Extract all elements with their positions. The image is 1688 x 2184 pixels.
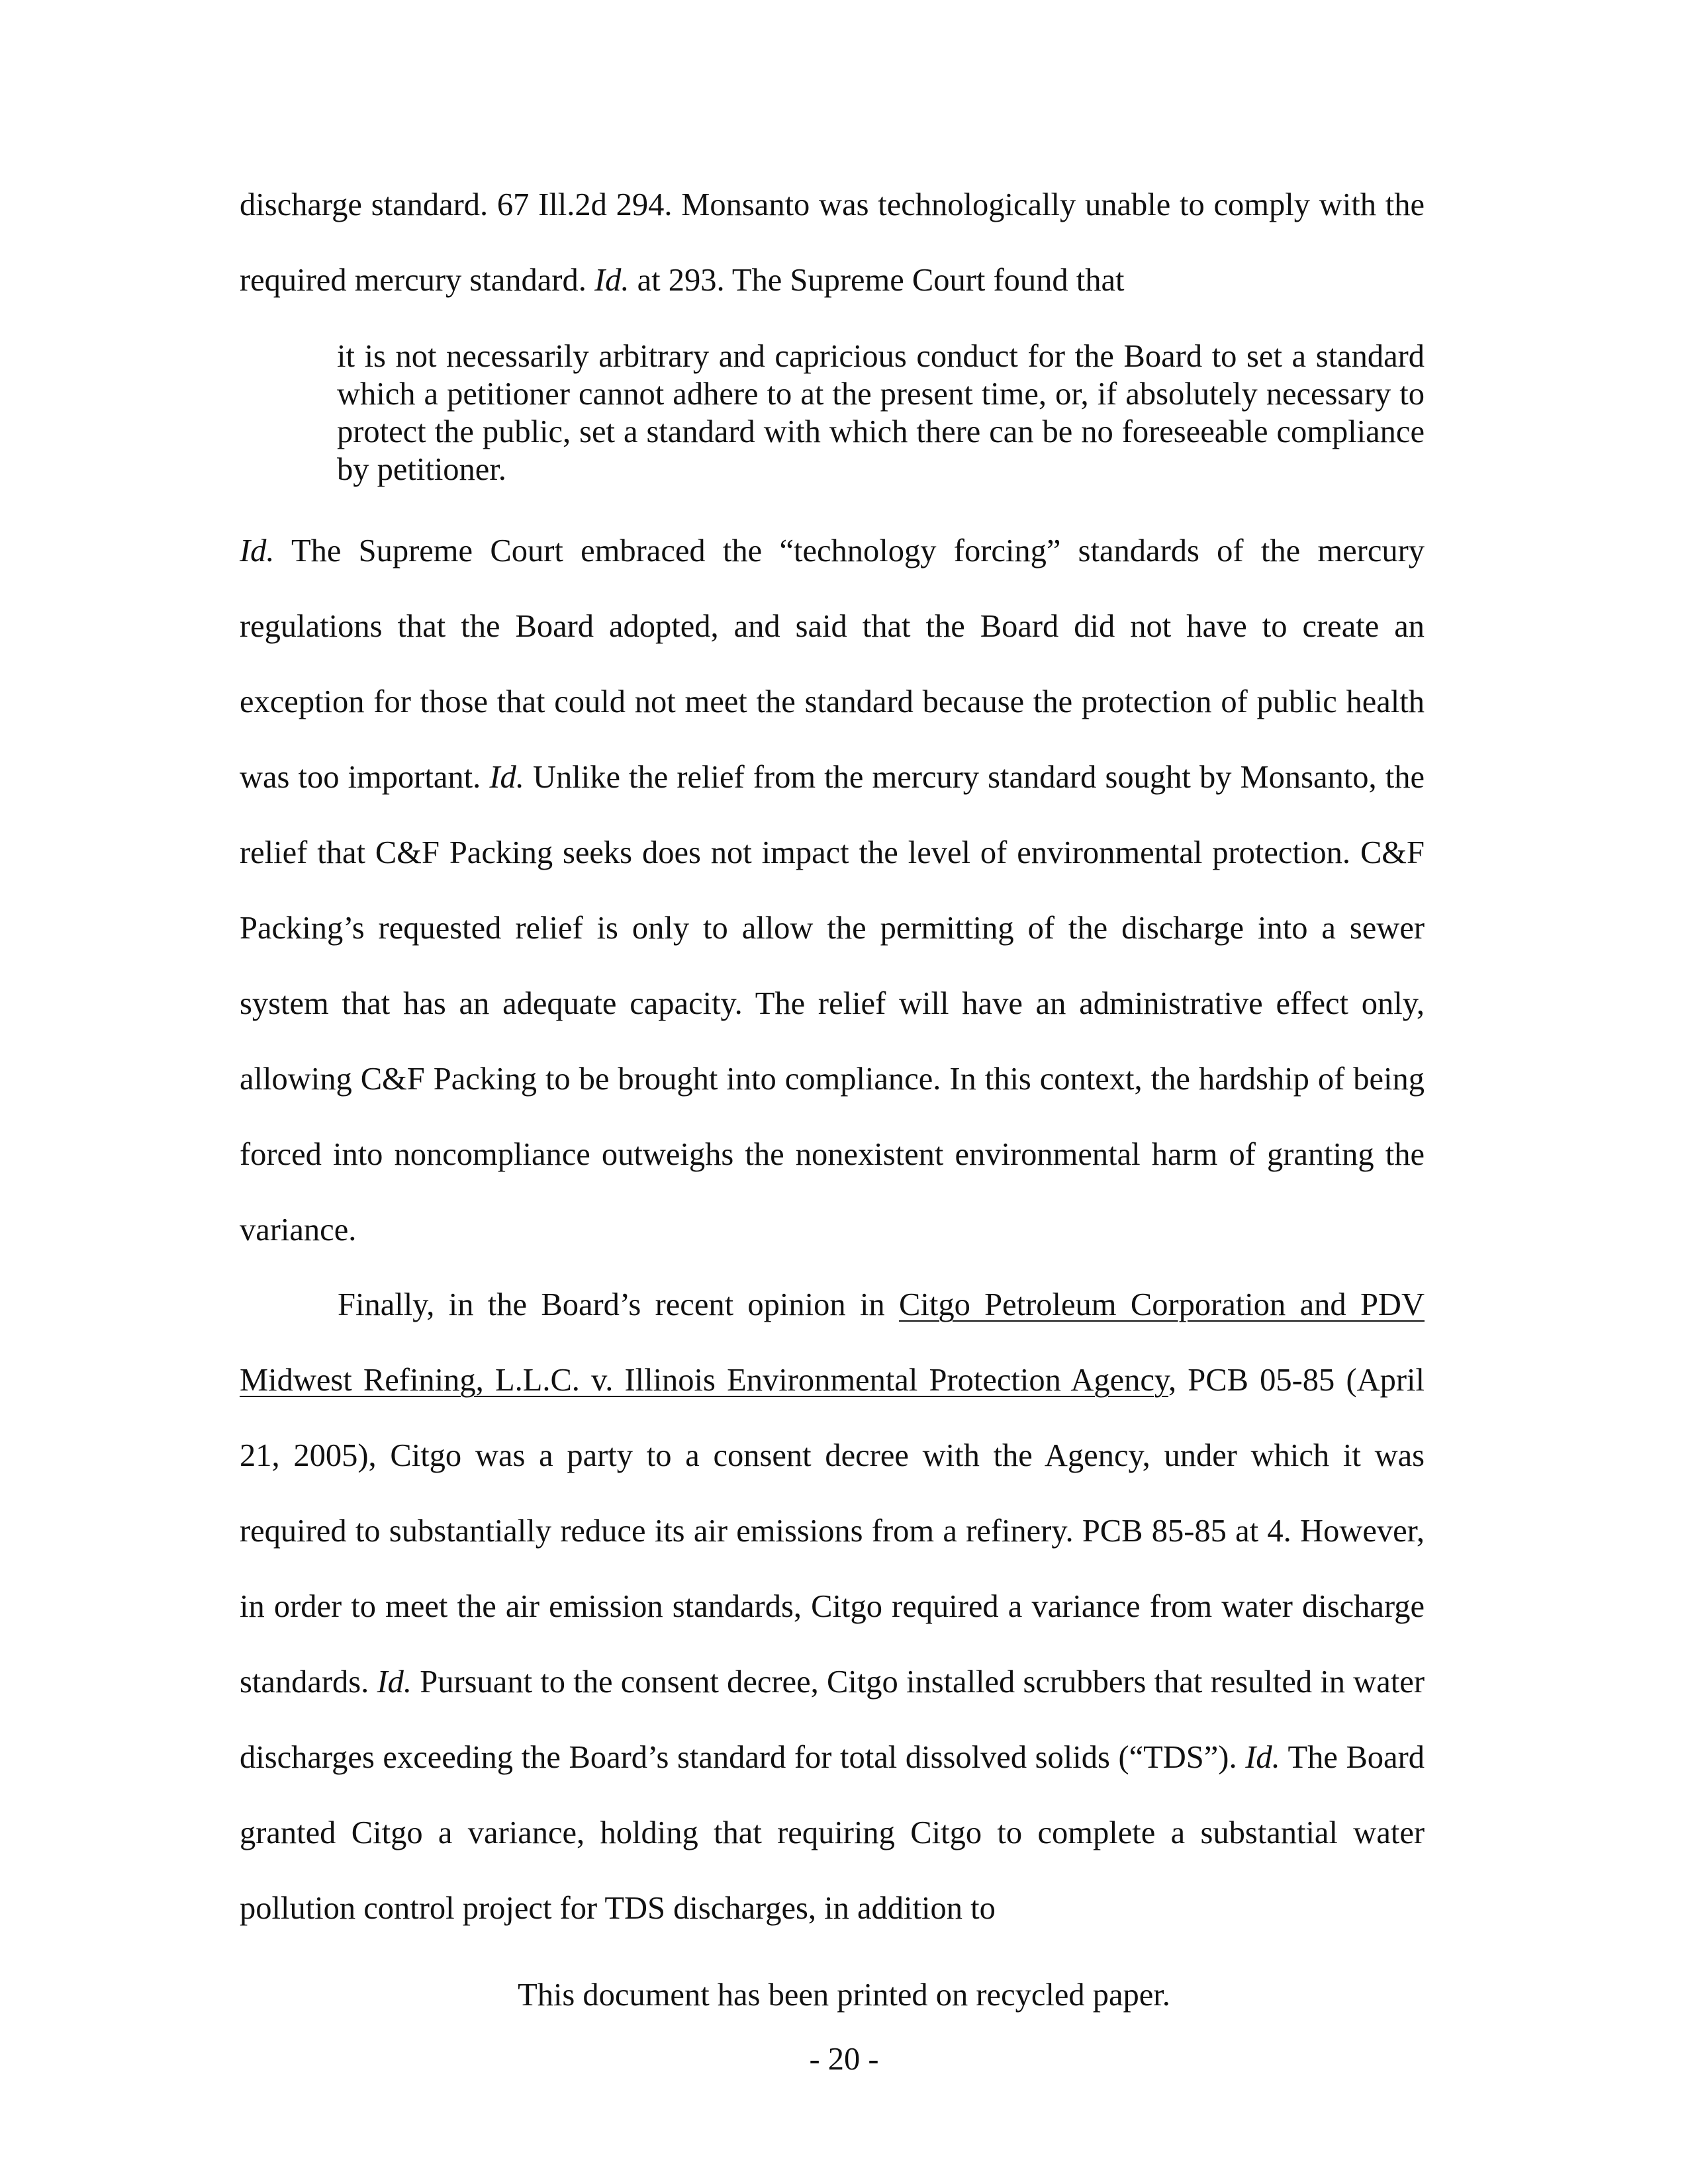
paragraph-text: [240, 1267, 1425, 1946]
citation-id: Id.: [594, 263, 630, 298]
paragraph-span: , PCB 05-85 (April 21, 2005), Citgo was a party to a consent decree with the Agency, under which it was required to substantially reduce its air emissions from a refinery. PCB 85-85 at 4. However, in order to meet the air emission standards, Citgo required a variance from water discharge standards.: [240, 1363, 1425, 1700]
paragraph-technology-forcing: [240, 514, 1425, 1268]
citation-id: Id.: [1245, 1740, 1280, 1775]
block-quote: [337, 338, 1425, 488]
paragraph-span: discharge standard. 67 Ill.2d 294. Monsanto was technologically unable to comply with the required mercury standard.: [240, 187, 1425, 298]
paragraph-citgo: [240, 1267, 1425, 1946]
paragraph-text: [240, 514, 1425, 1268]
paragraph-span: at 293. The Supreme Court found that: [629, 263, 1125, 298]
paragraph-text: [240, 167, 1425, 318]
block-quote-text: it is not necessarily arbitrary and capricious conduct for the Board to set a standard which a petitioner cannot adhere to at the present time, or, if absolutely necessary to protect the public, set a standard with which there can be no foreseeable compliance by petitioner.: [337, 339, 1425, 487]
citation-id: Id.: [240, 533, 275, 569]
paragraph-span: The Board granted Citgo a variance, holding that requiring Citgo to complete a substantial water pollution control project for TDS discharges, in addition to: [240, 1740, 1425, 1926]
paragraph-span: Finally, in the Board’s recent opinion in: [338, 1287, 900, 1322]
case-name: Citgo Petroleum Corporation and PDV Midwest Refining, L.L.C. v. Illinois Environmental Protection Agency: [240, 1287, 1425, 1398]
paragraph-span: Pursuant to the consent decree, Citgo installed scrubbers that resulted in water discharges exceeding the Board’s standard for total dissolved solids (“TDS”).: [240, 1664, 1425, 1775]
paragraph-span: The Supreme Court embraced the “technology forcing” standards of the mercury regulations that the Board adopted, and said that the Board did not have to create an exception for those that could not meet the standard because the protection of public health was too important.: [240, 533, 1425, 795]
citation-id: Id.: [489, 760, 524, 795]
citation-id: Id.: [377, 1664, 412, 1700]
paragraph-monsanto-intro: [240, 167, 1425, 318]
paragraph-span: Unlike the relief from the mercury standard sought by Monsanto, the relief that C&F Packing seeks does not impact the level of environmental protection. C&F Packing’s requested relief is only to allow the permitting of the discharge into a sewer system that has an adequate capacity. The relief will have an administrative effect only, allowing C&F Packing to be brought into compliance. In this context, the hardship of being forced into noncompliance outweighs the nonexistent environmental harm of granting the variance.: [240, 760, 1425, 1248]
page-number: - 20 -: [809, 2042, 879, 2077]
recycled-paper-note: This document has been printed on recycled paper.: [518, 1978, 1170, 2013]
